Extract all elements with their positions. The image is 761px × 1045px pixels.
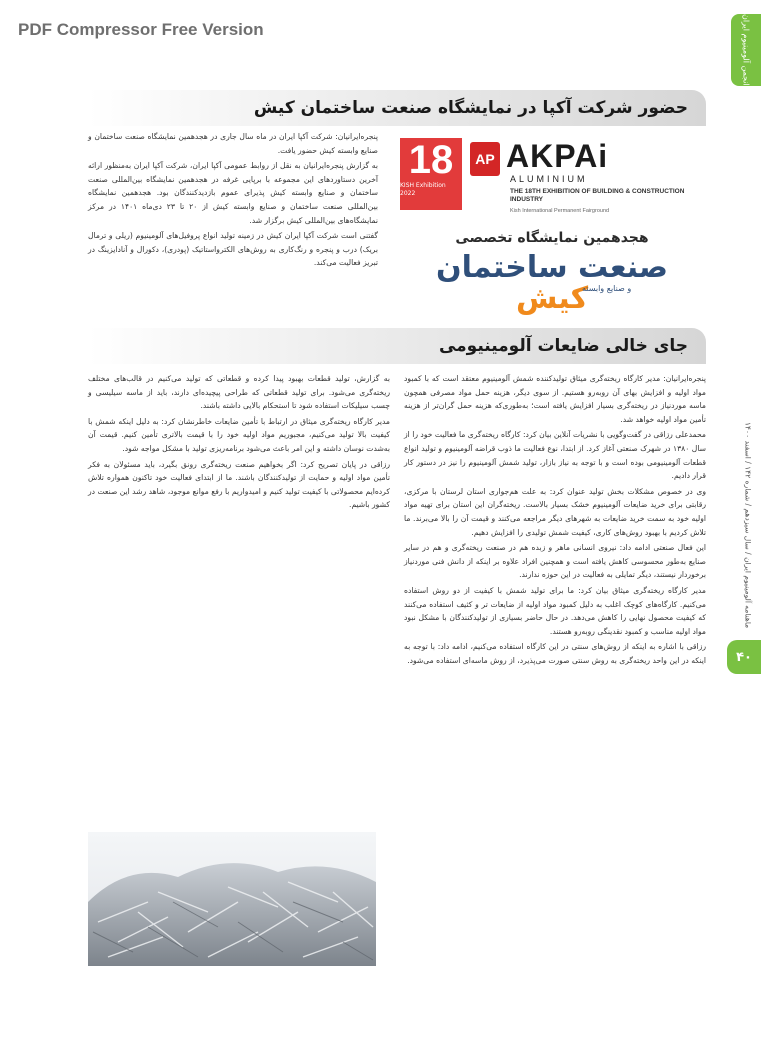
expo-title-en: THE 18TH EXHIBITION OF BUILDING & CONSTRUCTION INDUSTRY bbox=[510, 188, 685, 203]
section2-paragraph: به گزارش، تولید قطعات بهبود پیدا کرده و قطعاتی که تولید می‌کنیم در قالب‌های مختلف ریخته‌گری می‌شود. برای تولید قطعاتی که طراحی پیچیده‌ای دارند، باید از ماسه سیلیسی و چسب سیلیکات استفاده شود تا استحکام بالایی داشته باشند. bbox=[88, 374, 390, 411]
section-side-tab bbox=[731, 14, 761, 86]
akpai-logo-icon: AP bbox=[470, 142, 500, 176]
expo-fa-line1: هجدهمین نمایشگاه تخصصی bbox=[455, 230, 649, 246]
section2-paragraph: مدیر کارگاه ریخته‌گری میثاق بیان کرد: ما برای تولید شمش با کیفیت از دو روش استفاده می‌کنیم. کارگاه‌های کوچک اغلب به دلیل کمبود مواد اولیه از ضایعات تر و کثیف استفاده می‌کنند که کیفیت محصول نهایی را کاهش می‌دهد. در حال حاضر بسیاری از تولیدکنندگان با مشکل نبود مواد اولیه مناسب و کمبود نقدینگی روبه‌رو هستند. bbox=[404, 585, 706, 636]
section1-title: حضور شرکت آکپا در نمایشگاه صنعت ساختمان کیش bbox=[253, 98, 688, 118]
section1-header bbox=[88, 90, 706, 126]
expo-number: 18 bbox=[408, 138, 454, 182]
side-tab-label: انجمن آلومینیوم ایران bbox=[741, 14, 751, 86]
section1-paragraph: به گزارش پنجره‌ایرانیان به نقل از روابط عمومی آکپا ایران، شرکت آکپا ایران به‌منظور ارائه آخرین دستاوردهای این مجموعه با برپایی غرفه در هجدهمین نمایشگاه بین‌المللی صنعت ساختمان و صنایع وابسته کیش پذیرای عموم بازدیدکنندگان بود. هجدهمین نمایشگاه بین‌المللی صنعت ساختمان و صنایع وابسته کیش از ۲۰ تا ۲۳ دی‌ماه ۱۴۰۱ در مرکز نمایشگاه‌های بین‌المللی کیش برگزار شد. bbox=[88, 161, 378, 225]
issue-info-text: ماهنامه آلومینیوم ایران / سال سیزدهم / شماره ۱۴۲ / اسفند ۱۴۰۰ bbox=[743, 421, 753, 629]
section2-paragraph: رزاقی در پایان تصریح کرد: اگر بخواهیم صنعت ریخته‌گری رونق بگیرد، باید مسئولان به فکر تأمین مواد اولیه و حمایت از تولیدکنندگان باشند. ما از ابتدای فعالیت خود تاکنون همواره تلاش کرده‌ایم محصولاتی با کیفیت تولید کنیم و امیدواریم با رفع موانع موجود، شاهد رشد این صنعت در کشور باشیم. bbox=[88, 459, 390, 510]
expo-badge-sub: KISH Exhibition 2022 bbox=[400, 182, 446, 197]
section2-left-column bbox=[88, 372, 390, 514]
section2-paragraph: مدیر کارگاه ریخته‌گری میثاق در ارتباط با تأمین ضایعات خاطرنشان کرد: به دلیل اینکه شمش با کیفیت بالا تولید می‌کنیم، مجبوریم مواد اولیه خود را با قیمت بالاتری تأمین کنیم. قیمت آن به‌شدت نوسان داشته و این امر باعث می‌شود برنامه‌ریزی تولید با مشکل مواجه شود. bbox=[88, 416, 390, 453]
section2-header bbox=[88, 328, 706, 364]
expo-18-badge bbox=[400, 138, 462, 210]
expo-advertisement-image bbox=[392, 132, 706, 318]
section1-article bbox=[88, 130, 378, 272]
section2-paragraph: رزاقی با اشاره به اینکه از روش‌های سنتی در این کارگاه استفاده می‌کنیم، ادامه داد: با توجه به اینکه در این واحد ریخته‌گری به روش سنتی صورت می‌پذیرد، از روش ماسه‌ای استفاده می‌شود. bbox=[404, 642, 706, 665]
page-number: ۴۰ bbox=[727, 640, 761, 674]
section1-paragraph: گفتنی است شرکت آکپا ایران کیش در زمینه تولید انواع پروفیل‌های آلومینیوم (ریلی و ترمال بریک) درب و پنجره و رنگ‌کاری به روش‌های الکترواستاتیک (پودری)، دکورال و آنادایزینگ در تبریز فعالیت می‌کند. bbox=[88, 231, 378, 268]
section2-paragraph: محمدعلی رزاقی در گفت‌وگویی با نشریات آنلاین بیان کرد: کارگاه ریخته‌گری ما فعالیت خود را از سال ۱۳۸۰ در شهرک صنعتی آغاز کرد. از ابتدا، نوع فعالیت ما ذوب قراضه آلومینیوم و تولید انواع قطعات آلومینیومی بوده است و با توجه به نیاز بازار، تولید شمش آلومینیوم را نیز در دستور کار قرار دادیم. bbox=[404, 430, 706, 481]
section2-paragraph: وی در خصوص مشکلات بخش تولید عنوان کرد: به علت هم‌جواری استان لرستان با مرکزی، رقابتی برای خرید ضایعات آلومینیوم خشک بسیار بالاست. ریخته‌گران این استان برای تهیه مواد اولیه خود به سمت خرید ضایعات به شهرهای دیگر مراجعه می‌کنند و قیمت آن را بالا می‌برند. ما تلاش کردیم با بهبود روش‌های کاری، کیفیت شمش تولیدی را افزایش دهیم. bbox=[404, 486, 706, 537]
section1-paragraph: پنجره‌ایرانیان: شرکت آکپا ایران در ماه سال جاری در هجدهمین نمایشگاه صنعت ساختمان و صنایع وابسته کیش حضور یافت. bbox=[88, 132, 378, 155]
expo-fa-line2: صنعت ساختمان bbox=[436, 250, 668, 285]
expo-fa-line3: کیش bbox=[515, 281, 589, 316]
expo-aluminium: ALUMINIUM bbox=[510, 174, 588, 184]
section2-title: جای خالی ضایعات آلومینیومی bbox=[438, 336, 688, 356]
aluminium-scrap-photo bbox=[88, 832, 376, 966]
expo-venue-en: Kish International Permanent Fairground bbox=[510, 208, 610, 214]
section2-paragraph: این فعال صنعتی ادامه داد: نیروی انسانی ماهر و زبده هم در صنعت ریخته‌گری و هم در سایر صنایع به‌طور محسوسی کاهش یافته است و همچنین افراد علاوه بر اینکه از دانش فنی موردنیاز برخوردار نیستند، دیگر تمایلی به فعالیت در این حوزه ندارند. bbox=[404, 543, 706, 580]
expo-fa-small: و صنایع وابسته bbox=[582, 284, 632, 293]
pdf-watermark: PDF Compressor Free Version bbox=[18, 20, 264, 39]
section2-paragraph: پنجره‌ایرانیان: مدیر کارگاه ریخته‌گری میثاق تولیدکننده شمش آلومینیوم معتقد است که با کمبود مواد اولیه و افزایش بهای آن روبه‌رو هستیم. از سوی دیگر، هزینه حمل مواد مصرفی همچون ماسه موردنیاز در ریخته‌گری بسیار افزایش یافته است؛ به‌طوری‌که هزینه حمل گران‌تر از هزینه تأمین مواد اولیه خواهد شد. bbox=[404, 374, 706, 424]
section2-right-column bbox=[404, 372, 706, 669]
expo-brand: AKPAi bbox=[506, 138, 609, 174]
